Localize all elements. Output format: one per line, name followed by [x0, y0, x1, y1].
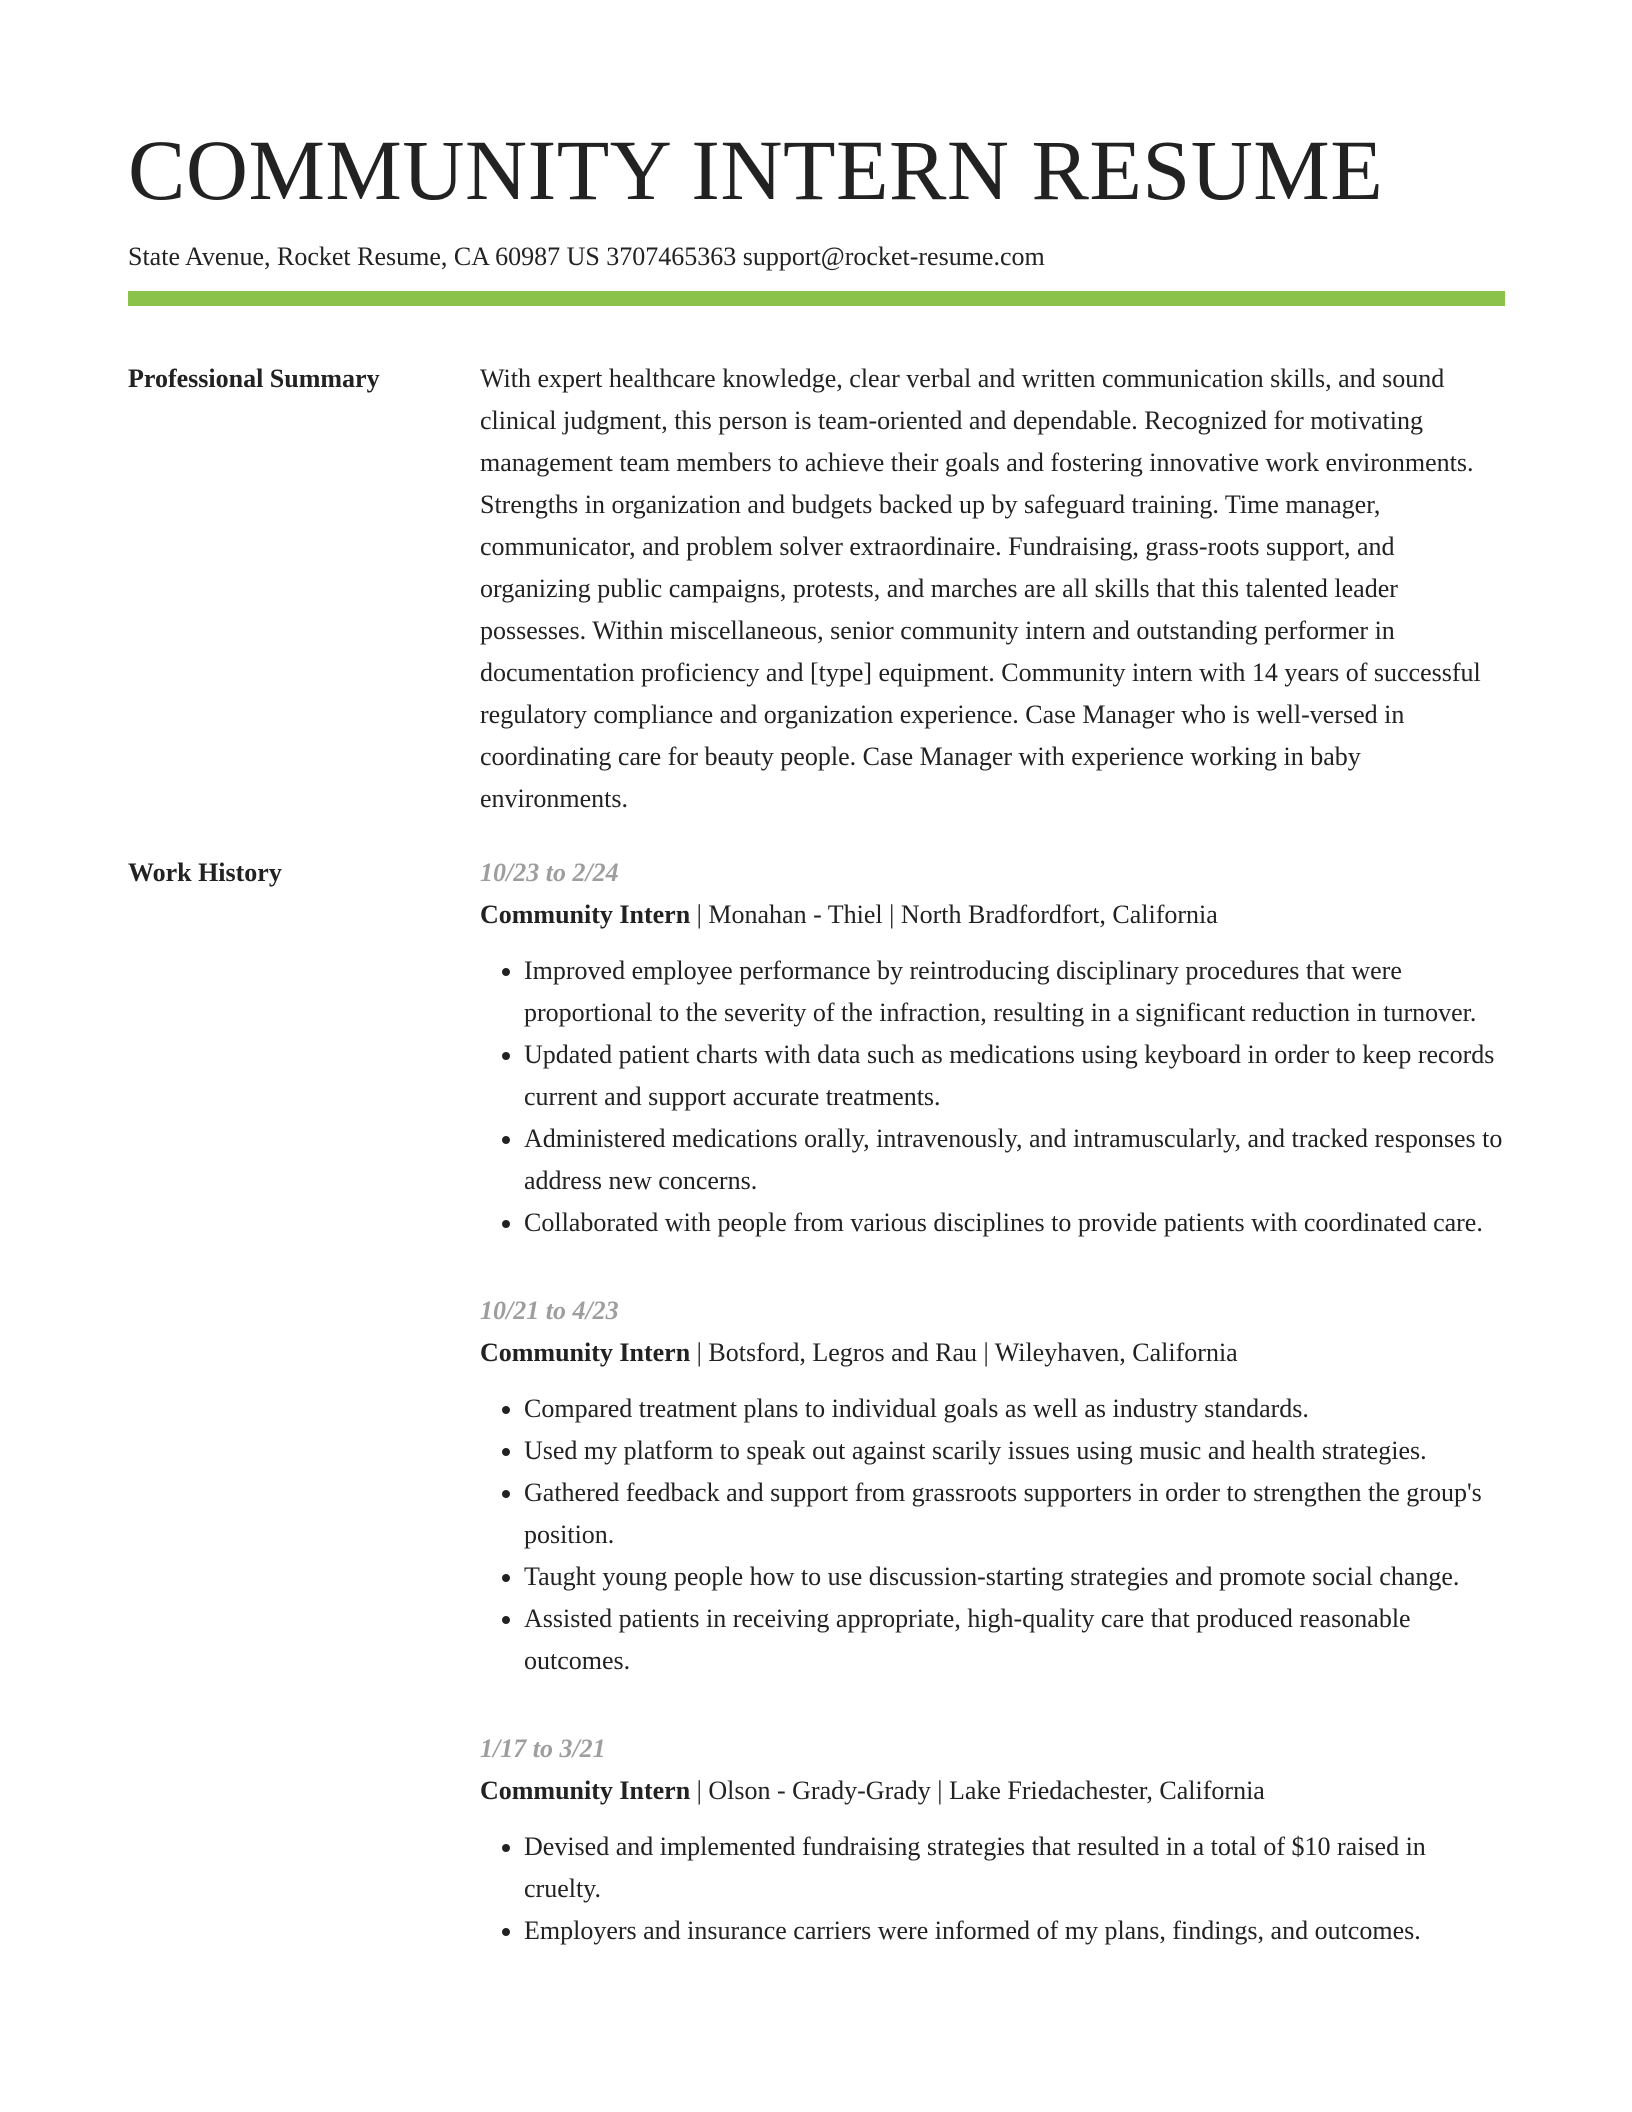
job-dates: 1/17 to 3/21 [480, 1734, 606, 1763]
work-history-heading: Work History [128, 858, 282, 887]
job-bullets [480, 1826, 1505, 1952]
bullet-item: • Administered medications orally, intravenously, and intramuscularly, and tracked responses to address new concerns. [524, 1118, 1505, 1202]
job-bullets [480, 950, 1505, 1244]
job-heading [480, 1332, 1505, 1374]
job-title: Community Intern [480, 1338, 691, 1367]
job-entry [480, 1728, 1505, 1952]
job-heading [480, 1770, 1505, 1812]
job-dates: 10/23 to 2/24 [480, 858, 619, 887]
bullet-item: • Compared treatment plans to individual goals as well as industry standards. [524, 1388, 1505, 1430]
job-bullets [480, 1388, 1505, 1682]
summary-section [128, 358, 1505, 820]
summary-body [480, 358, 1505, 820]
summary-heading: Professional Summary [128, 364, 380, 393]
job-details: | Olson - Grady-Grady | Lake Friedachester, California [690, 1776, 1265, 1805]
bullet-item: • Updated patient charts with data such as medications using keyboard in order to keep records current and support accurate treatments. [524, 1034, 1505, 1118]
job-title: Community Intern [480, 1776, 691, 1805]
job-details: | Botsford, Legros and Rau | Wileyhaven, California [690, 1338, 1238, 1367]
work-history-body [480, 852, 1505, 1998]
bullet-item: • Used my platform to speak out against scarily issues using music and health strategies. [524, 1430, 1505, 1472]
job-title: Community Intern [480, 900, 691, 929]
contact-line: State Avenue, Rocket Resume, CA 60987 US 3707465363 support@rocket-resume.com [128, 242, 1045, 271]
bullet-item: • Assisted patients in receiving appropriate, high-quality care that produced reasonable outcomes. [524, 1598, 1505, 1682]
bullet-item: • Gathered feedback and support from grassroots supporters in order to strengthen the group's position. [524, 1472, 1505, 1556]
bullet-item: • Improved employee performance by reintroducing disciplinary procedures that were proportional to the severity of the infraction, resulting in a significant reduction in turnover. [524, 950, 1505, 1034]
job-entry [480, 852, 1505, 1244]
job-entry [480, 1290, 1505, 1682]
resume-page [128, 0, 1505, 1998]
bullet-item: • Employers and insurance carriers were informed of my plans, findings, and outcomes. [524, 1910, 1505, 1952]
job-details: | Monahan - Thiel | North Bradfordfort, California [690, 900, 1218, 929]
bullet-item: • Taught young people how to use discussion-starting strategies and promote social change. [524, 1556, 1505, 1598]
job-heading [480, 894, 1505, 936]
work-history-section [128, 852, 1505, 1998]
resume-title: COMMUNITY INTERN RESUME [128, 122, 1384, 218]
job-dates: 10/21 to 4/23 [480, 1296, 619, 1325]
bullet-item: • Devised and implemented fundraising strategies that resulted in a total of $10 raised in cruelty. [524, 1826, 1505, 1910]
bullet-item: • Collaborated with people from various disciplines to provide patients with coordinated care. [524, 1202, 1505, 1244]
accent-divider [128, 291, 1505, 306]
summary-text: With expert healthcare knowledge, clear verbal and written communication skills, and sound clinical judgment, this person is team-oriented and dependable. Recognized for motivating management team members to achieve their goals and fostering innovative work environments. Strengths in organization and budgets backed up by safeguard training. Time manager, communicator, and problem solver extraordinaire. Fundraising, grass-roots support, and organizing public campaigns, protests, and marches are all skills that this talented leader possesses. Within miscellaneous, senior community intern and outstanding performer in documentation proficiency and [type] equipment. Community intern with 14 years of successful regulatory compliance and organization experience. Case Manager who is well-versed in coordinating care for beauty people. Case Manager with experience working in baby environments. [480, 364, 1481, 813]
